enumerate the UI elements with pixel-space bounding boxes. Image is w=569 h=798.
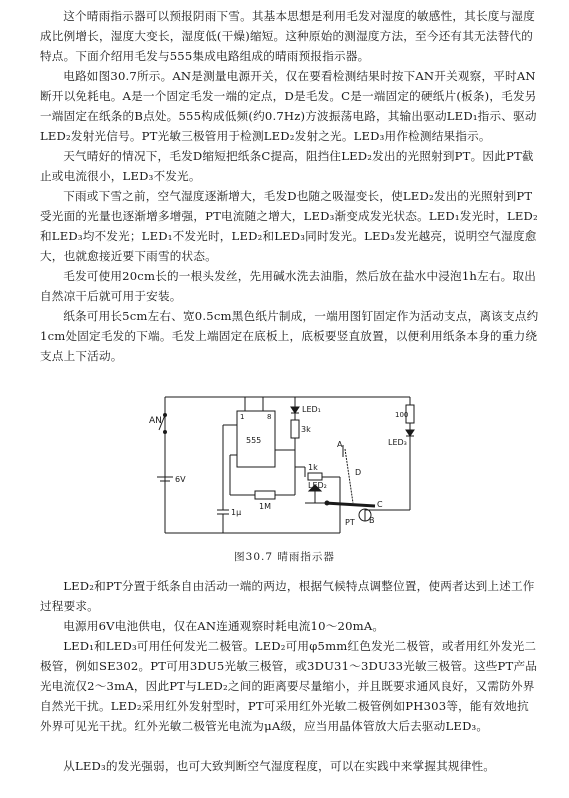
label-555-chip: 555	[246, 436, 262, 445]
paragraph-placement: LED₂和PT分置于纸条自由活动一端的两边，根据气候特点调整位置，使两者达到上述工作过程要求。	[40, 579, 535, 613]
label-led3: LED₃	[388, 438, 407, 447]
label-switch-an: AN	[149, 416, 162, 426]
paragraph-components: LED₁和LED₃可用任何发光二极管。LED₂可用φ5mm红色发光二极管，或者用红外发光二极管，例如SE302。PT可用3DU5光敏三极管，或3DU31～3DU33光敏三极管。这些PT产品光电流仅2～3mA，因此PT与LED₂之间的距离要尽量缩小，并且既要求通风良好，又需防外界自然光干扰。LED₂采用红外发射型时，PT可采用红外光敏二极管例如PH303等，能有效地抗外界可见光干扰。红外光敏二极管光电流为μA级，应当用晶体管放大后去驱动LED₃。	[40, 639, 538, 733]
label-capacitor: 1μ	[231, 508, 242, 517]
paragraph-paper-strip: 纸条可用长5cm左右、宽0.5cm黑色纸片制成，一端用图钉固定作为活动支点，离该支点约1cm处固定毛发的下端。毛发上端固定在底板上，底板要竖直放置，以便利用纸条本身的重力绕支点上下活动。	[40, 309, 539, 363]
circuit-schematic	[145, 385, 425, 545]
label-led1: LED₁	[302, 405, 321, 414]
paragraph-circuit-description: 电路如图30.7所示。AN是测量电源开关，仅在要看检测结果时按下AN开关观察，平时AN断开以免耗电。A是一个固定毛发一端的定点，D是毛发。C是一端固定的硬纸片(板条)，毛发另一端固定在纸条的B点处。555构成低频(约0.7Hz)方波振荡电路，其输出驱动LED₁指示、驱动LED₂发射光信号。PT光敏三极管用于检测LED₂发射之光。LED₃用作检测结果指示。	[40, 69, 537, 143]
paragraph-rainy-weather: 下雨或下雪之前，空气湿度逐渐增大，毛发D也随之吸湿变长，使LED₂发出的光照射到PT受光面的光量也逐渐增多增强，PT电流随之增大，LED₃渐变成发光状态。LED₁发光时，LED₂和LED₃均不发光；LED₁不发光时，LED₂和LED₃同时发光。LED₃发光越亮，说明空气湿度愈大，也就愈接近要下雨雪的状态。	[40, 189, 538, 263]
label-point-a: A	[337, 440, 343, 449]
label-point-c: C	[377, 500, 383, 509]
label-pt: PT	[345, 518, 355, 527]
paragraph-conclusion: 从LED₃的发光强弱，也可大致判断空气湿度程度，可以在实践中来掌握其规律性。	[63, 759, 496, 773]
label-point-d: D	[355, 468, 362, 477]
label-100-resistor: 100	[395, 411, 409, 419]
figure-caption: 图30.7 晴雨指示器	[234, 551, 335, 563]
circuit-diagram	[145, 385, 425, 545]
paragraph-sunny-weather: 天气晴好的情况下，毛发D缩短把纸条C提高，阻挡住LED₂发出的光照射到PT。因此PT截止或电流很小，LED₃不发光。	[40, 149, 534, 183]
paragraph-hair-preparation: 毛发可使用20cm长的一根头发丝，先用碱水洗去油脂，然后放在盐水中浸泡1h左右。取出自然凉干后就可用于安装。	[40, 269, 537, 303]
label-3k-resistor: 3k	[301, 425, 311, 434]
label-battery: 6V	[175, 475, 186, 484]
label-1m-resistor: 1M	[259, 502, 271, 511]
label-1k-resistor: 1k	[308, 463, 318, 472]
label-pin-8: 8	[267, 413, 272, 421]
paragraph-intro: 这个晴雨指示器可以预报阴雨下雪。其基本思想是利用毛发对湿度的敏感性，其长度与湿度成比例增长，湿度大变长，湿度低(干燥)缩短。这种原始的测湿度方法，至今还有其无法替代的特点。下面介绍用毛发与555集成电路组成的晴雨预报指示器。	[40, 9, 535, 63]
label-led2: LED₂	[308, 481, 327, 490]
label-pin-1: 1	[240, 413, 245, 421]
paragraph-power: 电源用6V电池供电，仅在AN连通观察时耗电流10～20mA。	[63, 619, 385, 633]
label-point-b: B	[369, 516, 375, 525]
